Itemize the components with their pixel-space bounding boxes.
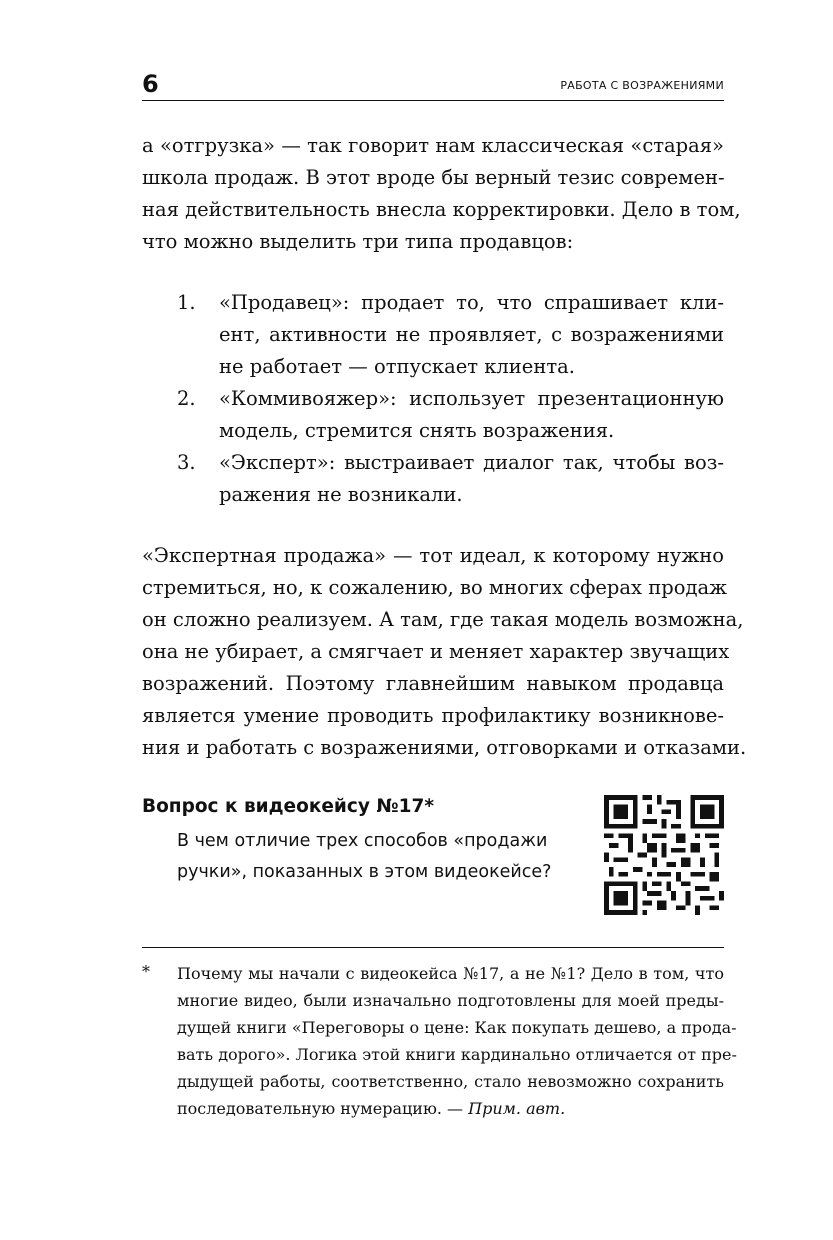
text-line: ния и работать с возражениями, отговорками и отказами. xyxy=(142,736,747,759)
footnote-last-text: последовательную нумерацию. — xyxy=(177,1099,469,1118)
qr-code-icon[interactable] xyxy=(604,795,724,915)
text-line: ражения не возникали. xyxy=(219,483,463,506)
text-line: многие видео, были изначально подготовлены для моей преды- xyxy=(177,991,724,1010)
text-line: ручки», показанных в этом видеокейсе? xyxy=(177,862,552,882)
text-line: стремиться, но, к сожалению, во многих сферах продаж xyxy=(142,576,728,599)
footnote-marker: * xyxy=(142,962,150,981)
text-line: ент, активности не проявляет, с возражениями xyxy=(219,323,724,346)
paragraph-intro xyxy=(142,130,741,258)
text-line: модель, стремится снять возражения. xyxy=(219,419,615,442)
text-line: не работает — отпускает клиента. xyxy=(219,355,575,378)
page-number: 6 xyxy=(142,70,159,98)
list-item xyxy=(142,287,724,383)
text-line: «Экспертная продажа» — тот идеал, к которому нужно xyxy=(142,544,724,567)
page-header xyxy=(142,70,724,101)
list-number: 2. xyxy=(177,387,196,410)
list-number: 1. xyxy=(177,291,196,314)
text-line: «Продавец»: продает то, что спрашивает кли- xyxy=(219,291,724,314)
text-line: а «отгрузка» — так говорит нам классическая «старая» xyxy=(142,134,724,157)
text-line: ная действительность внесла корректировки. Дело в том, xyxy=(142,198,741,221)
list-item xyxy=(142,383,724,447)
text-line: дущей книги «Переговоры о цене: Как покупать дешево, а прода- xyxy=(177,1018,737,1037)
video-question-title: Вопрос к видеокейсу №17* xyxy=(142,796,435,817)
text-line: «Эксперт»: выстраивает диалог так, чтобы воз- xyxy=(219,451,724,474)
text-line: дыдущей работы, соответственно, стало невозможно сохранить xyxy=(177,1072,724,1091)
text-line xyxy=(177,1095,724,1122)
footnote-divider xyxy=(142,947,724,948)
paragraph-expert-sale xyxy=(142,540,747,764)
text-line: школа продаж. В этот вроде бы верный тезис современ- xyxy=(142,166,725,189)
list-number: 3. xyxy=(177,451,196,474)
text-line: В чем отличие трех способов «продажи xyxy=(177,831,548,851)
text-line: что можно выделить три типа продавцов: xyxy=(142,230,574,253)
text-line: она не убирает, а смягчает и меняет характер звучащих xyxy=(142,640,730,663)
video-question-text xyxy=(177,826,587,888)
list-item xyxy=(142,447,724,511)
text-line: вать дорого». Логика этой книги кардинально отличается от пре- xyxy=(177,1045,737,1064)
running-title: РАБОТА С ВОЗРАЖЕНИЯМИ xyxy=(560,79,724,92)
text-line: он сложно реализуем. А там, где такая модель возможна, xyxy=(142,608,744,631)
footnote xyxy=(177,960,737,1122)
author-note: Прим. авт. xyxy=(468,1099,566,1118)
text-line: является умение проводить профилактику возникнове- xyxy=(142,704,724,727)
text-line: возражений. Поэтому главнейшим навыком продавца xyxy=(142,672,724,695)
text-line: Почему мы начали с видеокейса №17, а не №1? Дело в том, что xyxy=(177,964,724,983)
seller-types-list xyxy=(142,287,724,511)
text-line: «Коммивояжер»: использует презентационную xyxy=(219,387,724,410)
